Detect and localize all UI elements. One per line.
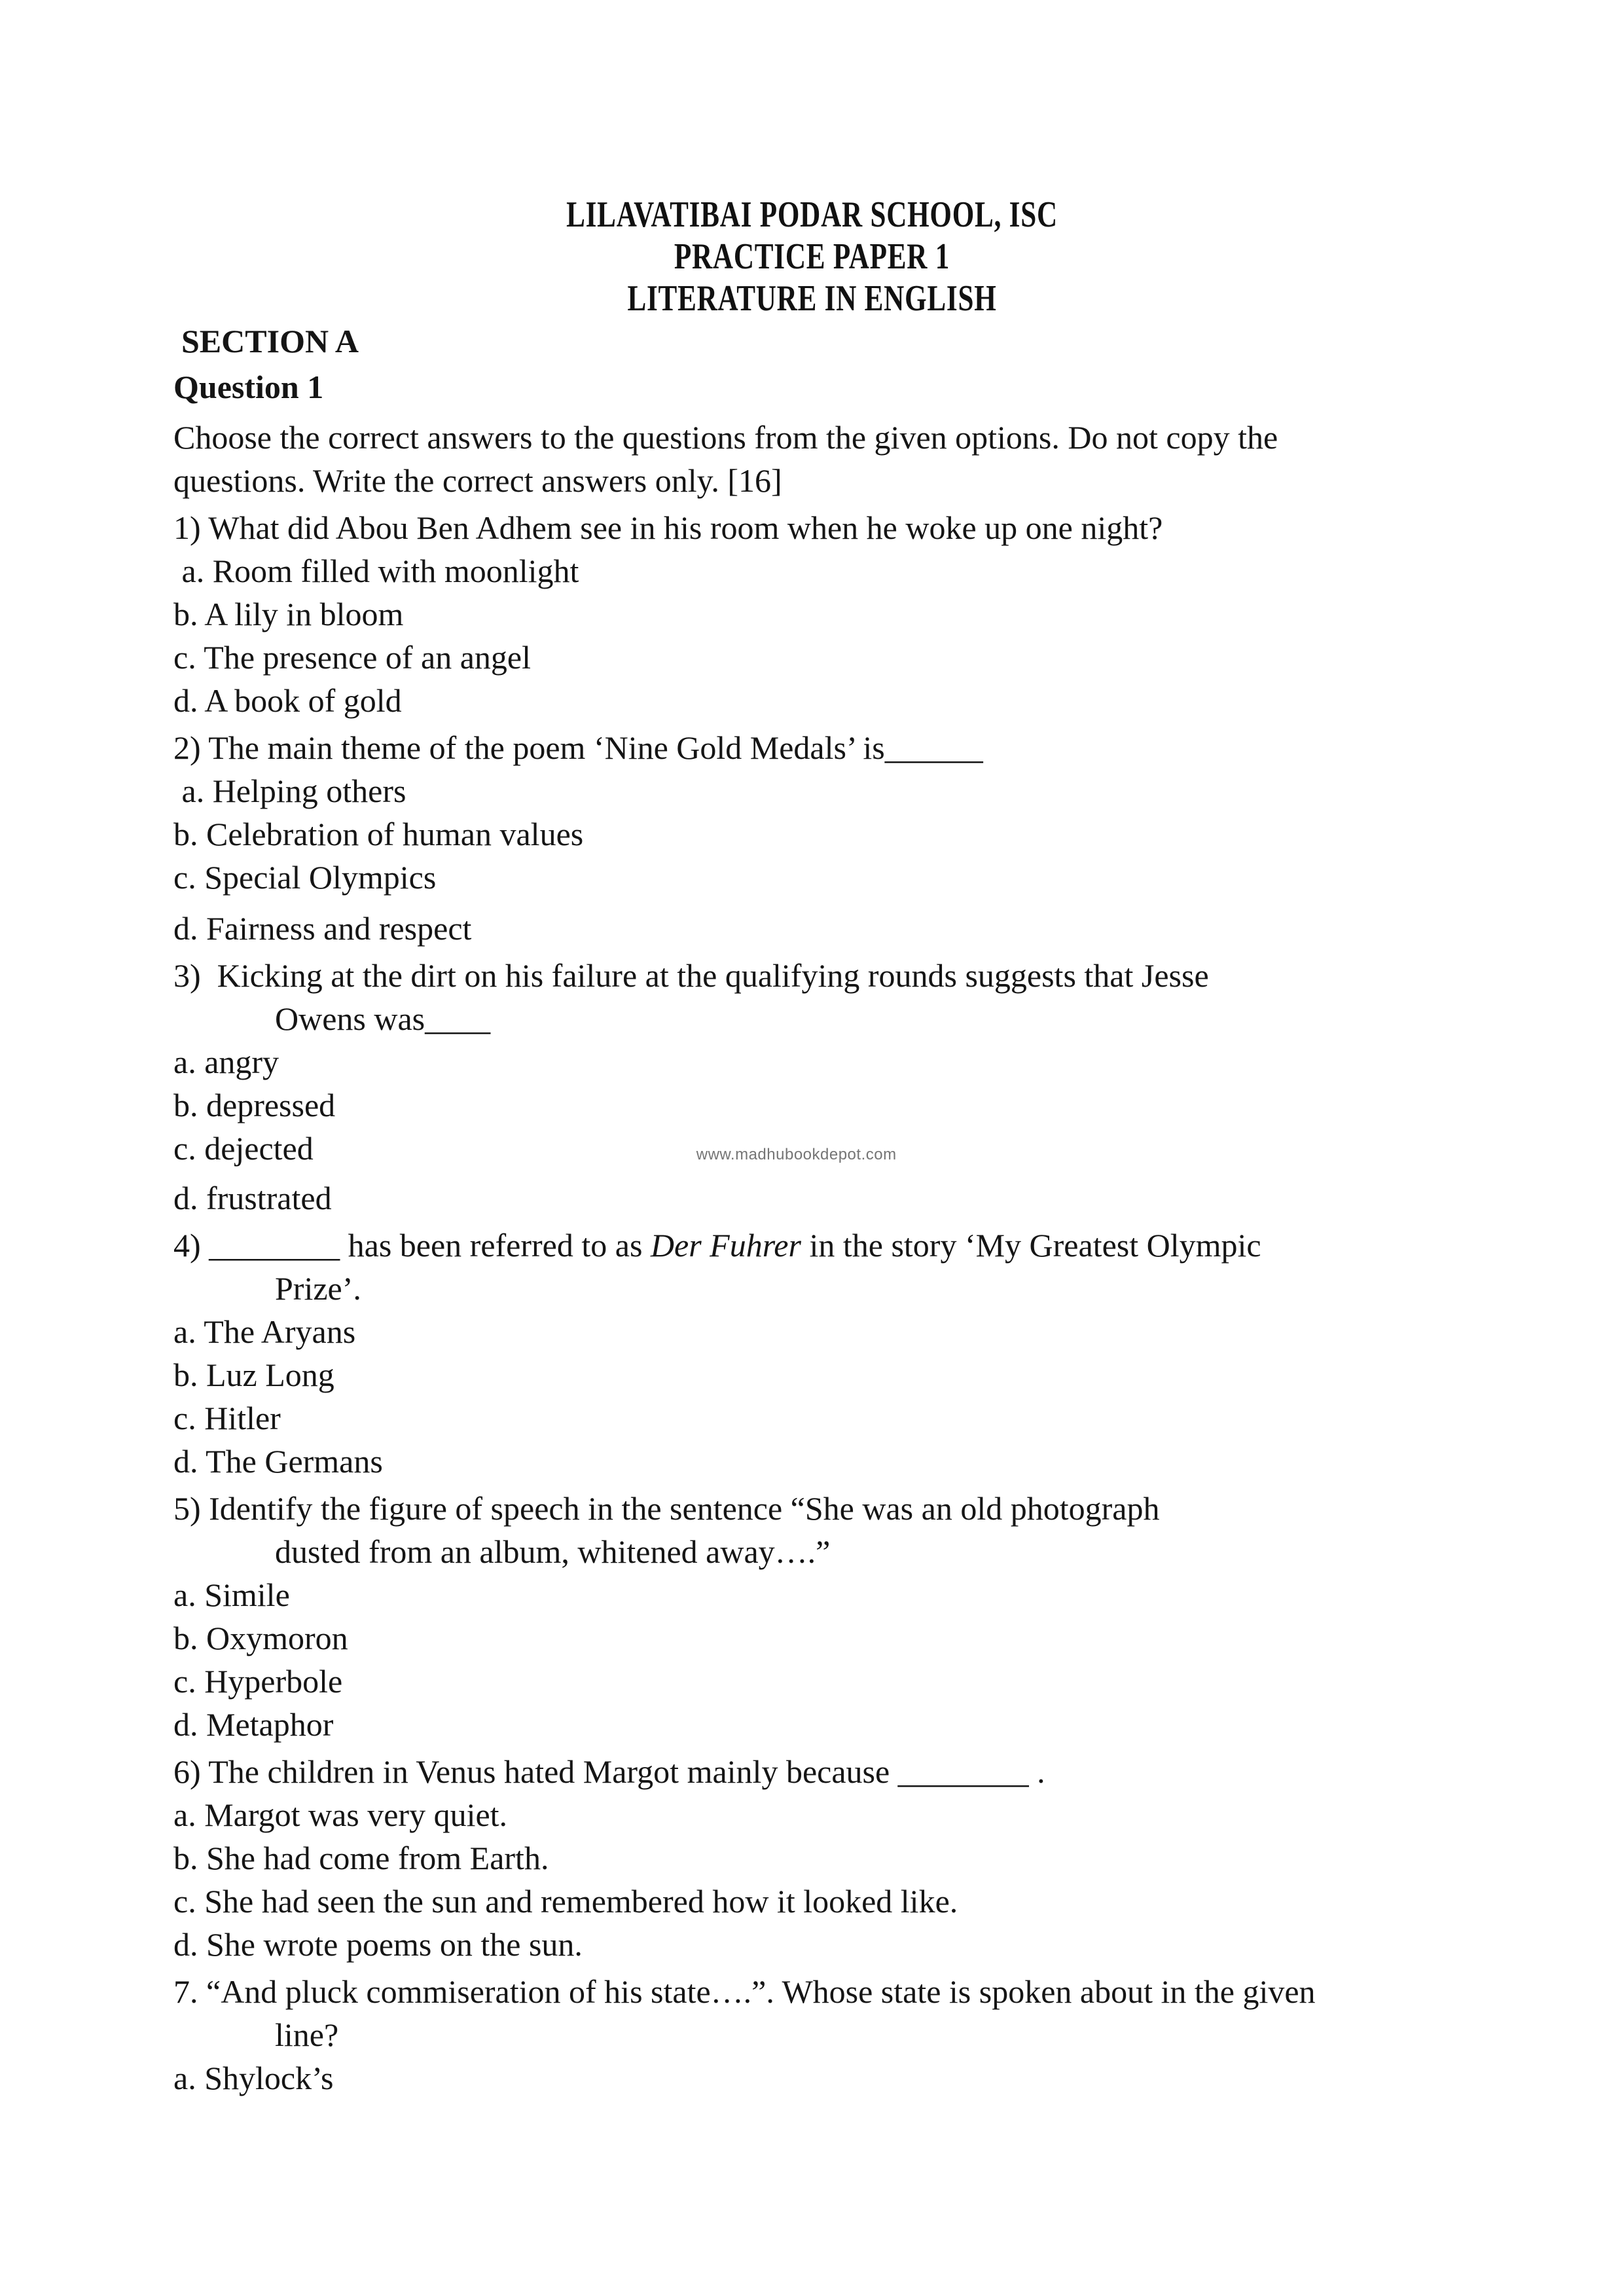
line-text: c. dejected [173,1130,314,1167]
option-line [173,1440,1624,1483]
line-text: 2) The main theme of the poem ‘Nine Gold Medals’ is______ [173,729,983,766]
option-line [173,1836,1624,1880]
option-line [173,1176,1624,1220]
line-text: b. depressed [173,1087,336,1123]
option-line [173,549,1624,592]
intro-line [173,416,1624,459]
line-text: b. Luz Long [173,1357,334,1393]
line-text: line? [275,2016,339,2053]
document-header [0,0,1624,319]
option-line [173,856,1624,899]
question-line [173,726,1624,769]
line-text: b. A lily in bloom [173,596,404,632]
line-text: c. The presence of an angel [173,639,532,676]
line-text: c. Special Olympics [173,859,437,896]
question-line [173,1750,1624,1793]
continuation-line [173,997,1624,1040]
line-text: Choose the correct answers to the questions from the given options. Do not copy the [173,419,1278,456]
line-text: in the story ‘My Greatest Olympic [801,1227,1261,1264]
option-line [173,907,1624,950]
line-text: d. Fairness and respect [173,910,472,947]
section-a-heading: SECTION A [181,323,359,359]
option-line [173,1793,1624,1836]
line-text: Owens was____ [275,1000,491,1037]
option-line [173,1084,1624,1127]
line-text: d. frustrated [173,1180,332,1216]
line-text: questions. Write the correct answers only. [16] [173,462,782,499]
question-line [173,1224,1624,1267]
line-text: 7. “And pluck commiseration of his state….”. Whose state is spoken about in the given [173,1973,1316,2010]
option-line [173,679,1624,722]
italic-text: Der Fuhrer [650,1227,801,1264]
line-text: a. Simile [173,1576,290,1613]
line-text: a. Helping others [173,773,406,809]
subject-title: LITERATURE IN ENGLISH [627,278,997,319]
option-line [173,1573,1624,1616]
school-title: LILAVATIBAI PODAR SCHOOL, ISC [566,194,1058,235]
line-text: c. Hitler [173,1400,281,1436]
question-1-heading: Question 1 [173,369,324,405]
line-text: b. Oxymoron [173,1620,348,1656]
option-line [173,1310,1624,1353]
option-line [173,1040,1624,1084]
line-text: a. Margot was very quiet. [173,1796,508,1833]
continuation-line [173,1530,1624,1573]
option-line [173,636,1624,679]
line-text: 4) ________ has been referred to as [173,1227,651,1264]
option-line [173,1396,1624,1440]
question-line [173,1487,1624,1530]
line-text: b. Celebration of human values [173,816,584,852]
line-text: dusted from an album, whitened away….” [275,1533,831,1570]
line-text: c. Hyperbole [173,1663,343,1700]
option-line [173,812,1624,856]
line-text: c. She had seen the sun and remembered how it looked like. [173,1883,958,1920]
option-line [173,1616,1624,1660]
option-line [173,769,1624,812]
line-text: 3) Kicking at the dirt on his failure at the qualifying rounds suggests that Jesse [173,957,1209,994]
line-text: Prize’. [275,1270,361,1307]
document-body [0,416,1624,2100]
paper-title: PRACTICE PAPER 1 [674,236,950,277]
intro-line [173,459,1624,502]
option-line [173,1880,1624,1923]
option-line [173,592,1624,636]
line-text: 5) Identify the figure of speech in the sentence “She was an old photograph [173,1490,1160,1527]
line-text: a. Room filled with moonlight [173,553,579,589]
option-line [173,1353,1624,1396]
continuation-line [173,2013,1624,2056]
question-line [173,954,1624,997]
watermark-text: www.madhubookdepot.com [696,1146,897,1163]
option-line [173,1660,1624,1703]
line-text: d. Metaphor [173,1706,334,1743]
line-text: d. The Germans [173,1443,383,1480]
option-line [173,1703,1624,1746]
option-line [173,1127,1624,1176]
line-text: b. She had come from Earth. [173,1840,549,1876]
line-text: 6) The children in Venus hated Margot mainly because ________ . [173,1753,1045,1790]
option-line [173,1923,1624,1966]
line-text: a. The Aryans [173,1313,356,1350]
line-text: d. She wrote poems on the sun. [173,1926,583,1963]
continuation-line [173,1267,1624,1310]
option-line [173,2056,1624,2100]
question-line [173,506,1624,549]
line-text: a. Shylock’s [173,2060,334,2096]
line-text: a. angry [173,1044,280,1080]
line-text: d. A book of gold [173,682,402,719]
question-line [173,1970,1624,2013]
line-text: 1) What did Abou Ben Adhem see in his room when he woke up one night? [173,509,1163,546]
